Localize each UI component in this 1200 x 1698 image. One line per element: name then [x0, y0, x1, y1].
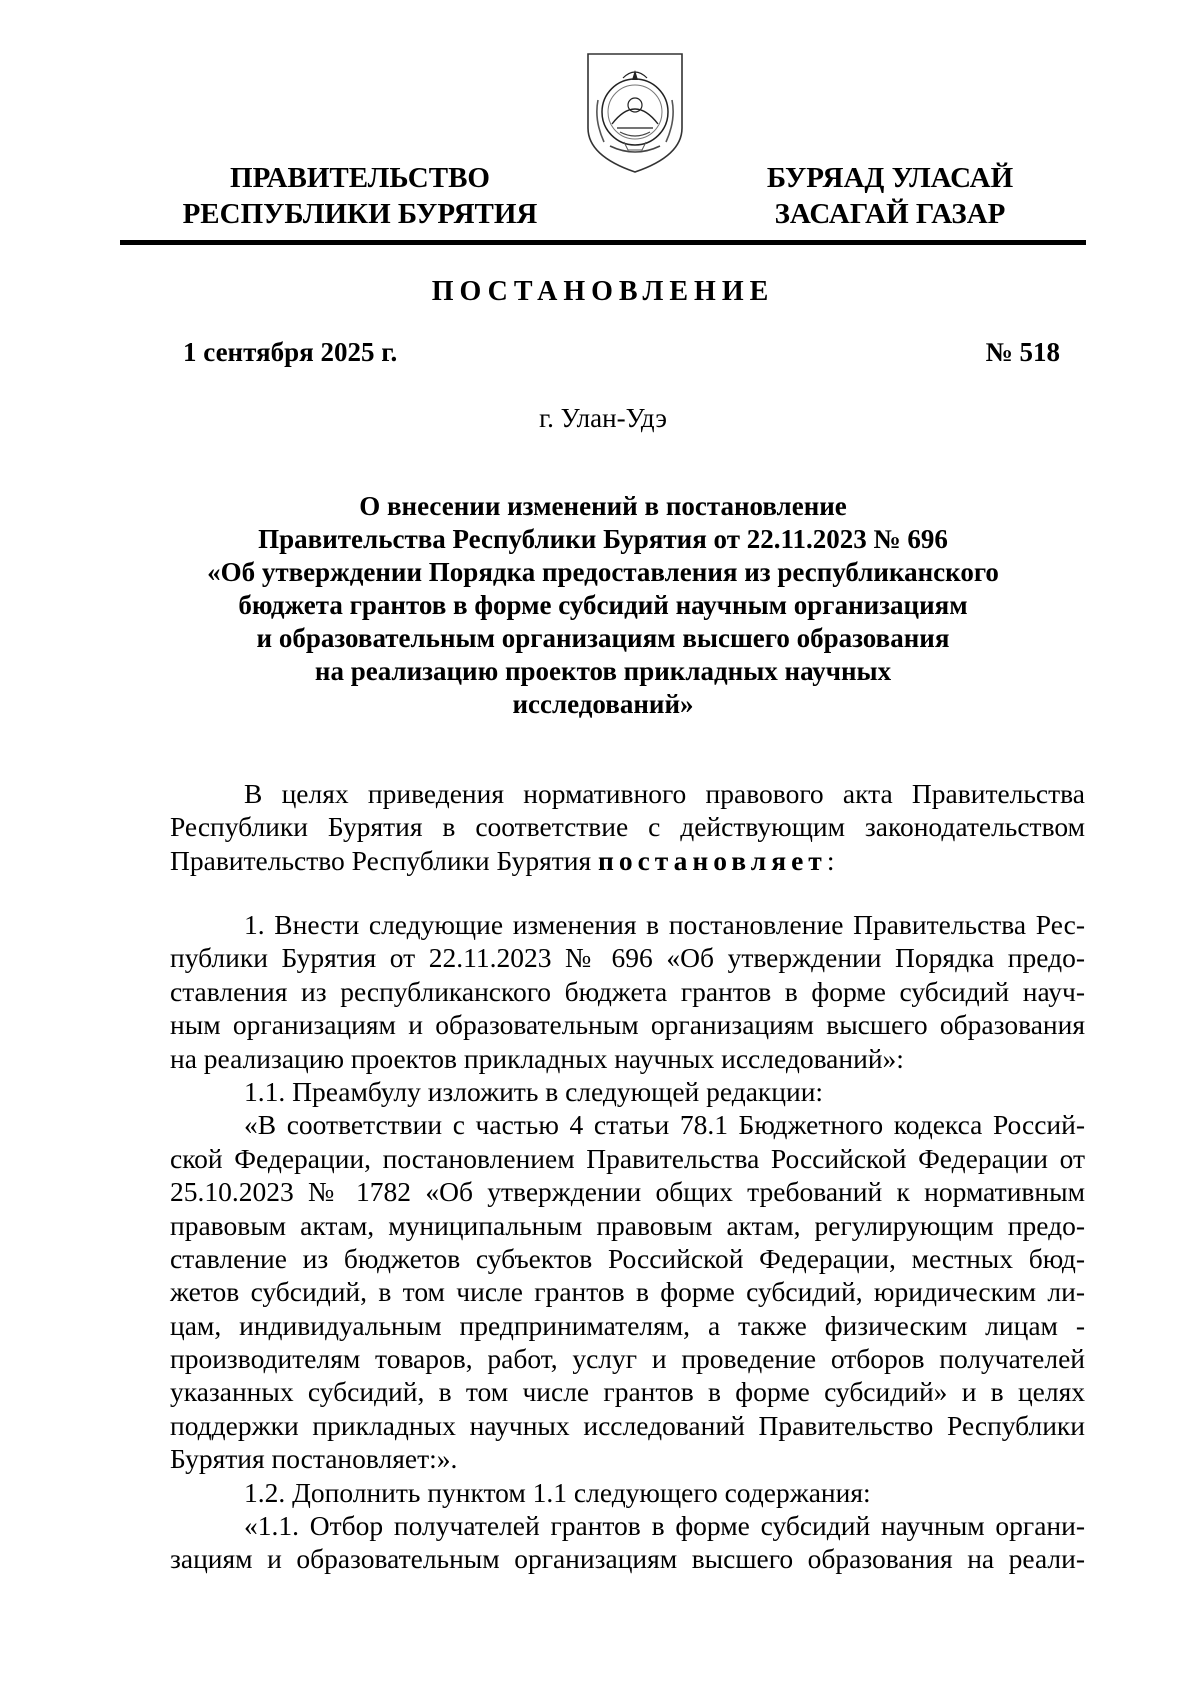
paragraph-line: ставления из республиканского бюджета грантов в форме субсидий науч- [170, 975, 1085, 1007]
paragraph-line: «В соответствии с частью 4 статьи 78.1 Бюджетного кодекса Россий- [244, 1109, 1085, 1141]
title-line: бюджета грантов в форме субсидий научным организациям [238, 590, 968, 620]
paragraph-line: публики Бурятия от 22.11.2023 № 696 «Об утверждении Порядка предо- [170, 942, 1085, 974]
paragraph-line: цам, индивидуальным предпринимателям, а также физическим лицам - [170, 1309, 1085, 1341]
paragraph-line: Республики Бурятия в соответствие с действующим законодательством [170, 811, 1085, 843]
title-line: на реализацию проектов прикладных научных [314, 656, 892, 686]
paragraph-line: зациям и образовательным организациям высшего образования на реали- [170, 1543, 1085, 1575]
resolves-word: постановляет [598, 844, 827, 876]
intro-text: Правительство Республики Бурятия [170, 844, 598, 876]
main-body [170, 908, 1085, 1576]
paragraph-line [170, 844, 1085, 877]
header-left-line1: ПРАВИТЕЛЬСТВО [230, 162, 490, 194]
paragraph-line: ставление из бюджетов субъектов Российской Федерации, местных бюд- [170, 1242, 1085, 1274]
paragraph-line: 1. Внести следующие изменения в постановление Правительства Рес- [244, 909, 1085, 940]
title-line: «Об утверждении Порядка предоставления из республиканского [207, 557, 999, 587]
header-left-line2: РЕСПУБЛИКИ БУРЯТИЯ [182, 198, 538, 230]
paragraph-line: Бурятия постановляет:». [170, 1443, 458, 1475]
document-type: ПОСТАНОВЛЕНИЕ [431, 276, 775, 307]
paragraph-line: 25.10.2023 № 1782 «Об утверждении общих требований к нормативным [170, 1176, 1085, 1208]
title-line: О внесении изменений в постановление [359, 491, 847, 521]
paragraph-line: жетов субсидий, в том числе грантов в форме субсидий, юридическим ли- [170, 1276, 1085, 1308]
title-line: исследований» [512, 689, 694, 719]
paragraph-line: указанных субсидий, в том числе грантов в форме субсидий» и в целях [170, 1376, 1085, 1408]
coat-of-arms-icon [584, 50, 686, 176]
paragraph-line: «1.1. Отбор получателей грантов в форме субсидий научным органи- [244, 1510, 1085, 1542]
paragraph-line: поддержки прикладных научных исследований Правительство Республики [170, 1409, 1085, 1441]
paragraph-line: на реализацию проектов прикладных научных исследований»: [170, 1042, 904, 1074]
paragraph-line: 1.1. Преамбулу изложить в следующей редакции: [244, 1075, 824, 1107]
header-divider [120, 240, 1086, 245]
header-right-line1: БУРЯАД УЛАСАЙ [766, 162, 1014, 194]
header-right [740, 160, 1040, 232]
paragraph-line: правовым актам, муниципальным правовым актам, регулирующим предо- [170, 1209, 1085, 1241]
document-number: № 518 [985, 337, 1060, 367]
header-left [170, 160, 550, 232]
paragraph-line: производителям товаров, работ, услуг и проведение отборов получателей [170, 1343, 1085, 1375]
paragraph-line: 1.2. Дополнить пунктом 1.1 следующего содержания: [244, 1476, 871, 1508]
intro-paragraph [170, 777, 1085, 877]
paragraph-line: ным организациям и образовательным организациям высшего образования [170, 1009, 1085, 1041]
intro-colon: : [826, 844, 835, 876]
document-title [120, 490, 1086, 721]
document-date: 1 сентября 2025 г. [183, 337, 398, 367]
title-line: Правительства Республики Бурятия от 22.11.2023 № 696 [258, 524, 948, 554]
document-city: г. Улан-Удэ [539, 403, 667, 433]
header-right-line2: ЗАСАГАЙ ГАЗАР [774, 198, 1006, 230]
title-line: и образовательным организациям высшего образования [256, 623, 950, 653]
paragraph-line: ской Федерации, постановлением Правительства Российской Федерации от [170, 1142, 1085, 1174]
paragraph-line: В целях приведения нормативного правового акта Правительства [244, 778, 1085, 809]
